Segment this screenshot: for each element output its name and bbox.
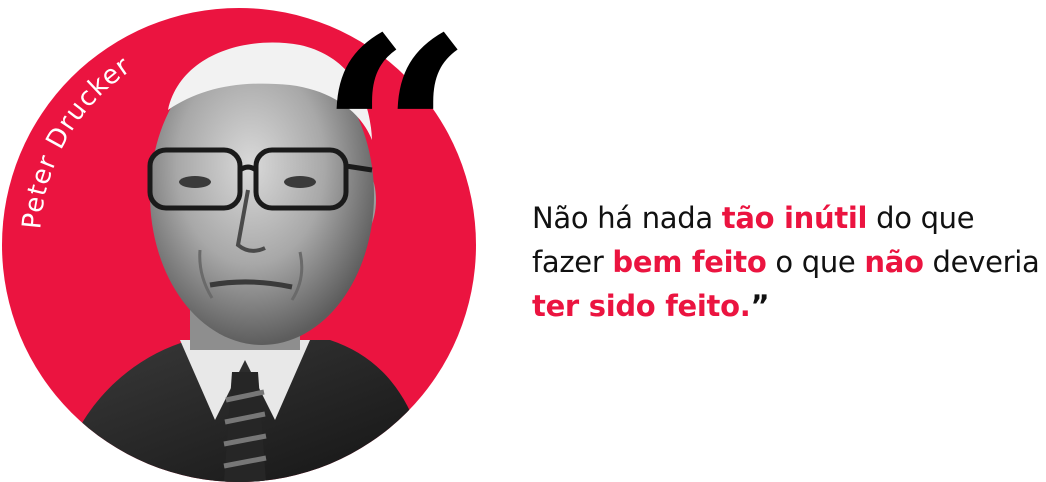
quote-highlight: ter sido feito. <box>532 289 751 323</box>
quote-text-plain: do que <box>867 201 975 235</box>
quote-open-icon: “ <box>318 0 474 296</box>
quote-highlight: tão inútil <box>721 201 868 235</box>
quote-text-plain: fazer <box>532 245 613 279</box>
quote-line-3 <box>532 284 1042 328</box>
speaker-name: Peter Drucker <box>17 50 137 231</box>
quote-text-plain: o que <box>766 245 865 279</box>
quote-text-plain: Não há nada <box>532 201 722 235</box>
quote-highlight: bem feito <box>612 245 767 279</box>
quote-highlight: não <box>864 245 924 279</box>
quote-line-2 <box>532 240 1042 284</box>
quote-line-1 <box>532 196 1042 240</box>
quote-close-mark: ” <box>750 289 770 323</box>
quote-text-plain: deveria <box>923 245 1040 279</box>
quote-text <box>532 196 1042 328</box>
